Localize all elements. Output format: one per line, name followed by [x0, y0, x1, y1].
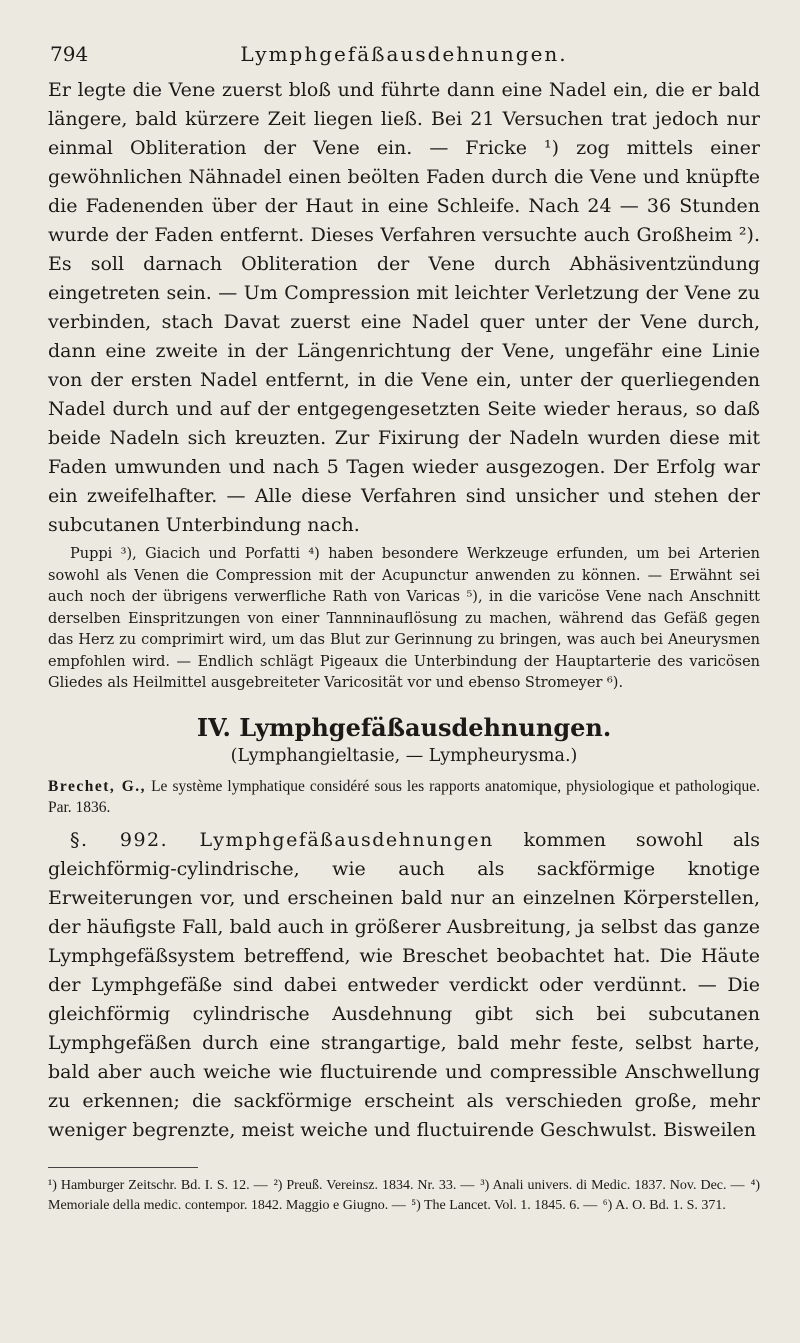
footnote-1: ¹) Hamburger Zeitschr. Bd. I. S. 12. — — [48, 1177, 268, 1193]
book-page — [48, 28, 760, 1324]
section-heading — [48, 713, 760, 742]
running-title: Lymphgefäßausdehnungen. — [240, 42, 568, 66]
paragraph-3-text: kommen sowohl als gleichförmig-cylindrische, wie auch als sackförmige knotige Erweiterungen vor, und erscheinen bald nur an einzelnen Körperstellen, der häufigste Fall, bald auch in größerer Ausbreitung, ja selbst das ganze Lymphgefäßsystem betreffend, wie Breschet beobachtet hat. Die Häute der Lymphgefäße sind dabei entweder verdickt oder verdünnt. — Die gleichförmig cylindrische Ausdehnung gibt sich bei subcutanen Lymphgefäßen durch eine strangartige, bald mehr feste, selbst harte, bald aber auch weiche wie fluctuirende und compressible Anschwellung zu erkennen; die sackförmige erscheint als verschieden große, mehr weniger begrenzte, meist weiche und fluctuirende Geschwulst. Bisweilen — [48, 828, 760, 1141]
section-subtitle: (Lymphangieltasie, — Lympheurysma.) — [230, 745, 578, 766]
footnote-5: ⁵) The Lancet. Vol. 1. 1845. 6. — — [411, 1197, 598, 1213]
footnote-4: ⁴) Memoriale della medic. contempor. 1842. Maggio e Giugno. — — [48, 1177, 761, 1213]
bibliography-entry — [48, 776, 760, 818]
section-title: Lymphgefäßausdehnungen. — [239, 712, 612, 742]
biblio-text: Le système lymphatique considéré sous les rapports anatomique, physiologique et pathologique. Par. 1836. — [48, 777, 761, 816]
biblio-author: Brechet, G., — [48, 777, 147, 795]
footnote-6: ⁶) A. O. Bd. 1. S. 371. — [602, 1197, 726, 1213]
footnotes — [48, 1176, 760, 1216]
footnote-3: ³) Anali univers. di Medic. 1837. Nov. Dec. — — [480, 1177, 745, 1193]
paragraph-lead: §. 992. Lymphgefäßausdehnungen — [70, 828, 494, 851]
footnote-divider — [48, 1167, 198, 1168]
body-paragraph-1: Er legte die Vene zuerst bloß und führte dann eine Nadel ein, die er bald längere, bald kürzere Zeit liegen ließ. Bei 21 Versuchen trat jedoch nur einmal Obliteration der Vene ein. — Fricke ¹) zog mittels einer gewöhnlichen Nähnadel einen beölten Faden durch die Vene und knüpfte die Fadenenden über der Haut in eine Schleife. Nach 24 — 36 Stunden wurde der Faden entfernt. Dieses Verfahren versuchte auch Großheim ²). Es soll darnach Obliteration der Vene durch Abhäsiventzündung eingetreten sein. — Um Compression mit leichter Verletzung der Vene zu verbinden, stach Davat zuerst eine Nadel quer unter der Vene durch, dann eine zweite in der Längenrichtung der Vene, ungefähr eine Linie von der ersten Nadel entfernt, in die Vene ein, unter der querliegenden Nadel durch und auf der entgegengesetzten Seite wieder heraus, so daß beide Nadeln sich kreuzten. Zur Fixirung der Nadeln wurden diese mit Faden umwunden und nach 5 Tagen wieder ausgezogen. Der Erfolg war ein zweifelhafter. — Alle diese Verfahren sind unsicher und stehen der subcutanen Unterbindung nach. — [48, 79, 760, 536]
page-number: 794 — [50, 42, 89, 66]
section-number: IV. — [196, 712, 231, 742]
body-paragraph-3 — [48, 826, 760, 1145]
footnote-2: ²) Preuß. Vereinsz. 1834. Nr. 33. — — [273, 1177, 475, 1193]
running-head — [48, 28, 760, 66]
body-paragraph-2-small: Puppi ³), Giacich und Porfatti ⁴) haben besondere Werkzeuge erfunden, um bei Arterien sowohl als Venen die Compression mit der Acupunctur anwenden zu können. — Erwähnt sei auch noch der übrigens verwerfliche Rath von Varicas ⁵), in die varicöse Vene nach Anschnitt derselben Einspritzungen von einer Tannninauflösung zu machen, während das Gefäß gegen das Herz zu comprimirt wird, um das Blut zur Gerinnung zu bringen, was auch bei Aneurysmen empfohlen wird. — Endlich schlägt Pigeaux die Unterbindung der Hauptarterie des varicösen Gliedes als Heilmittel ausgebreiteter Varicosität vor und ebenso Stromeyer ⁶). — [48, 546, 760, 691]
